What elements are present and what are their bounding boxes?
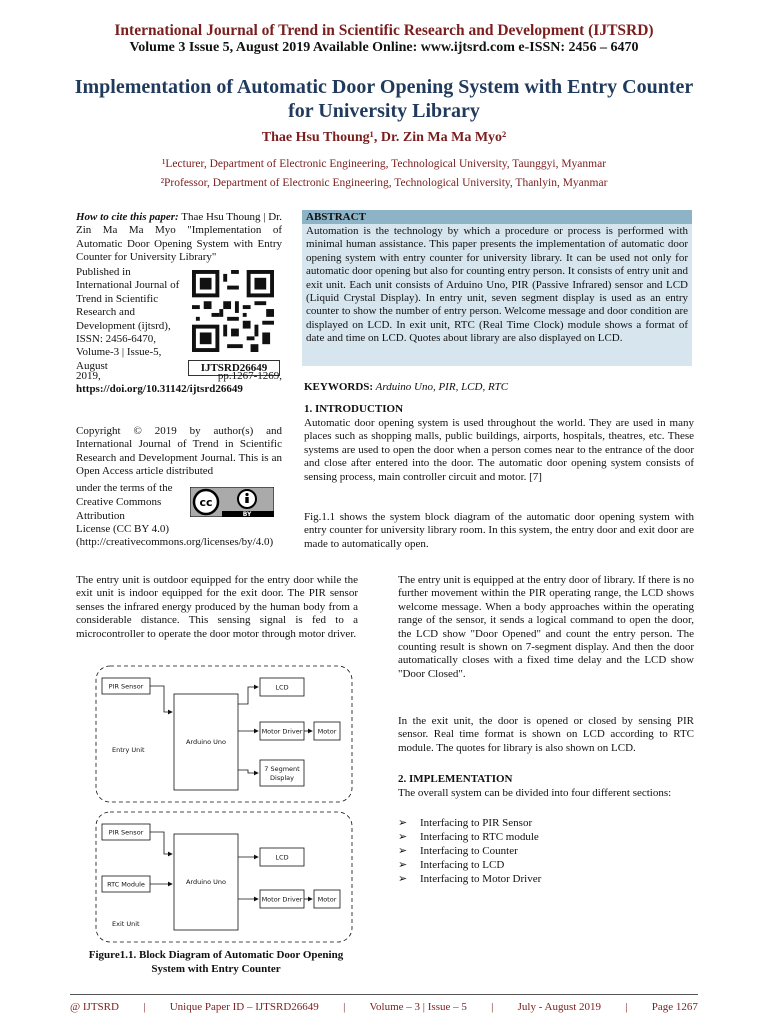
figure-caption-line-2: System with Entry Counter <box>151 963 281 975</box>
bullet-arrow-icon: ➢ <box>398 831 408 843</box>
section-introduction-heading: 1. INTRODUCTION <box>304 403 404 415</box>
entry-unit-label: Entry Unit <box>112 746 145 754</box>
paper-id-badge: IJTSRD26649 <box>188 360 280 376</box>
footer-sep: | <box>143 1001 146 1013</box>
paper-authors: Thae Hsu Thoung¹, Dr. Zin Ma Ma Myo² <box>261 130 507 145</box>
figure-caption-line-1: Figure1.1. Block Diagram of Automatic Door Opening <box>88 949 344 961</box>
citation-top <box>76 211 282 265</box>
footer-paper-id: Unique Paper ID – IJTSRD26649 <box>169 1001 319 1013</box>
keywords-label: KEYWORDS: <box>304 381 374 393</box>
abstract-body: Automation is the technology by which a procedure or process is performed with minimal human assistance. This paper presents the implementation of automatic door opening system with entry counter for university library. It can be used not only for automatic door opening but also for counting entry person. It consists of entry unit and exit unit. Each unit consists of Arduino Uno, PIR (Passive Infrared) sensor and LCD (Liquid Crystal Display). In entry unit, seven segment display is used as an entry counter to show the number of entry person. Welcome message and door condition are displayed on LCD. In exit unit, RTC (Real Time Clock) module shows a format of date and time on LCD. Quotes about library are also displayed on LCD. <box>302 224 692 366</box>
entry-7segment-box <box>260 760 304 786</box>
exit-unit-label: Exit Unit <box>112 920 140 928</box>
citation-published: Published in International Journal of Trend in Scientific Research and Development (ijtsrd), ISSN: 2456-6470, Volume-3 | Issue-5, August <box>76 266 180 372</box>
section-implementation-heading: 2. IMPLEMENTATION <box>398 773 513 785</box>
list-item <box>398 816 698 830</box>
list-item-text: Interfacing to Motor Driver <box>420 873 542 885</box>
copyright-terms: under the terms of the Creative Commons Attribution <box>76 482 173 523</box>
exit-motor-label: Motor <box>317 895 337 904</box>
exit-pir-label: PIR Sensor <box>108 828 144 837</box>
right-paragraph-2: In the exit unit, the door is opened or closed by sensing PIR sensor. Real time format is shown on LCD according to RTC module. The quotes for library is also shown on LCD. <box>398 715 694 754</box>
list-item <box>398 830 698 844</box>
exit-rtc-label: RTC Module <box>107 880 145 889</box>
list-item <box>398 872 698 886</box>
entry-7seg-label-1: 7 Segment <box>264 765 300 773</box>
citation-text: Thae Hsu Thoung | Dr. Zin Ma Ma Myo "Implementation of Automatic Door Opening System with Entry Counter for University Library" <box>76 211 282 264</box>
list-item-text: Interfacing to PIR Sensor <box>420 817 533 829</box>
list-item <box>398 844 698 858</box>
citation-end <box>76 370 282 397</box>
footer-volume: Volume – 3 | Issue – 5 <box>369 1001 467 1013</box>
citation-label: How to cite this paper: <box>76 211 179 223</box>
list-item-text: Interfacing to LCD <box>420 859 505 871</box>
bullet-arrow-icon: ➢ <box>398 817 408 829</box>
list-item <box>398 858 698 872</box>
citation-year: 2019, <box>76 370 101 382</box>
bullet-arrow-icon: ➢ <box>398 845 408 857</box>
entry-motor-label: Motor <box>317 727 337 736</box>
figure-caption <box>74 948 358 976</box>
page-footer <box>70 1001 698 1013</box>
intro-paragraph-1: Automatic door opening system is used throughout the world. They are used in many places such as shopping malls, public buildings, airports, hospitals, theatres, etc. These systems are used to open the door when a person comes near to the entrance of the door and close after entered into the door. The automatic door opening system consists of sensing process, main controller circuit and motor. [7] <box>304 417 694 483</box>
exit-lcd-label: LCD <box>275 853 289 862</box>
footer-date: July - August 2019 <box>517 1001 602 1013</box>
citation-pages: pp.1267-1269, <box>217 370 282 382</box>
footer-sep: | <box>625 1001 628 1013</box>
exit-driver-label: Motor Driver <box>261 895 303 904</box>
affiliation-2: ²Professor, Department of Electronic Engineering, Technological University, Thanlyin, Myanmar <box>160 177 608 189</box>
entry-driver-label: Motor Driver <box>261 727 303 736</box>
footer-sep: | <box>343 1001 346 1013</box>
left-paragraph: The entry unit is outdoor equipped for the entry door while the exit unit is indoor equipped for the exit door. The PIR sensor senses the infrared energy produced by the human body from a considerable distance. This sensing signal is fed to a microcontroller to operate the door motor through motor driver. <box>76 574 358 640</box>
by-label: BY <box>242 511 252 517</box>
intro-paragraph-2: Fig.1.1 shows the system block diagram of the automatic door opening system with entry counter for university library room. In this system, the entry door and exit door are made to automatically open. <box>304 511 694 550</box>
keywords-value: Arduino Uno, PIR, LCD, RTC <box>375 381 509 393</box>
bullet-arrow-icon: ➢ <box>398 859 408 871</box>
keywords-line <box>304 381 694 393</box>
cc-label: cc <box>199 496 213 509</box>
cc-by-license-icon <box>190 487 274 517</box>
list-item-text: Interfacing to RTC module <box>420 831 539 843</box>
implementation-paragraph: The overall system can be divided into four different sections: <box>398 787 672 799</box>
journal-issue: Volume 3 Issue 5, August 2019 Available Online: www.ijtsrd.com e-ISSN: 2456 – 6470 <box>129 40 639 55</box>
doi-link[interactable]: https://doi.org/10.31142/ijtsrd26649 <box>76 383 243 396</box>
entry-lcd-label: LCD <box>275 683 289 692</box>
footer-page: Page 1267 <box>651 1001 698 1013</box>
qr-code-image <box>192 270 274 352</box>
entry-pir-label: PIR Sensor <box>108 682 144 691</box>
exit-arduino-label: Arduino Uno <box>185 878 227 886</box>
footer-sep: | <box>491 1001 494 1013</box>
copyright-text: Copyright © 2019 by author(s) and International Journal of Trend in Scientific Research and Development Journal. This is an Open Access article distributed <box>76 425 282 478</box>
footer-divider <box>70 994 698 995</box>
entry-7seg-label-2: Display <box>270 774 294 782</box>
abstract-heading: ABSTRACT <box>302 210 692 224</box>
bullet-arrow-icon: ➢ <box>398 873 408 885</box>
right-paragraph-1: The entry unit is equipped at the entry door of library. If there is no further movement within the PIR operating range, the LCD shows welcome message. When a body approaches within the operating range of the sensor, it sends a logical command to open the door, the LCD show "Door Opened" and count the entry person. The counting result is shown on 7-segment display. And then the door automatically closes with a fixed time delay and the LCD show "Door Closed". <box>398 574 694 680</box>
affiliation-1: ¹Lecturer, Department of Electronic Engineering, Technological University, Taunggyi, Myanmar <box>161 158 607 170</box>
section-list <box>398 816 698 886</box>
license-text: License (CC BY 4.0) (http://creativecommons.org/licenses/by/4.0) <box>76 523 274 549</box>
paper-title: Implementation of Automatic Door Opening System with Entry Counter for University Library <box>74 76 694 122</box>
list-item-text: Interfacing to Counter <box>420 845 518 857</box>
footer-publisher: @ IJTSRD <box>70 1001 119 1013</box>
entry-arduino-label: Arduino Uno <box>185 738 227 746</box>
block-diagram <box>94 664 356 946</box>
journal-name: International Journal of Trend in Scientific Research and Development (IJTSRD) <box>114 22 654 39</box>
